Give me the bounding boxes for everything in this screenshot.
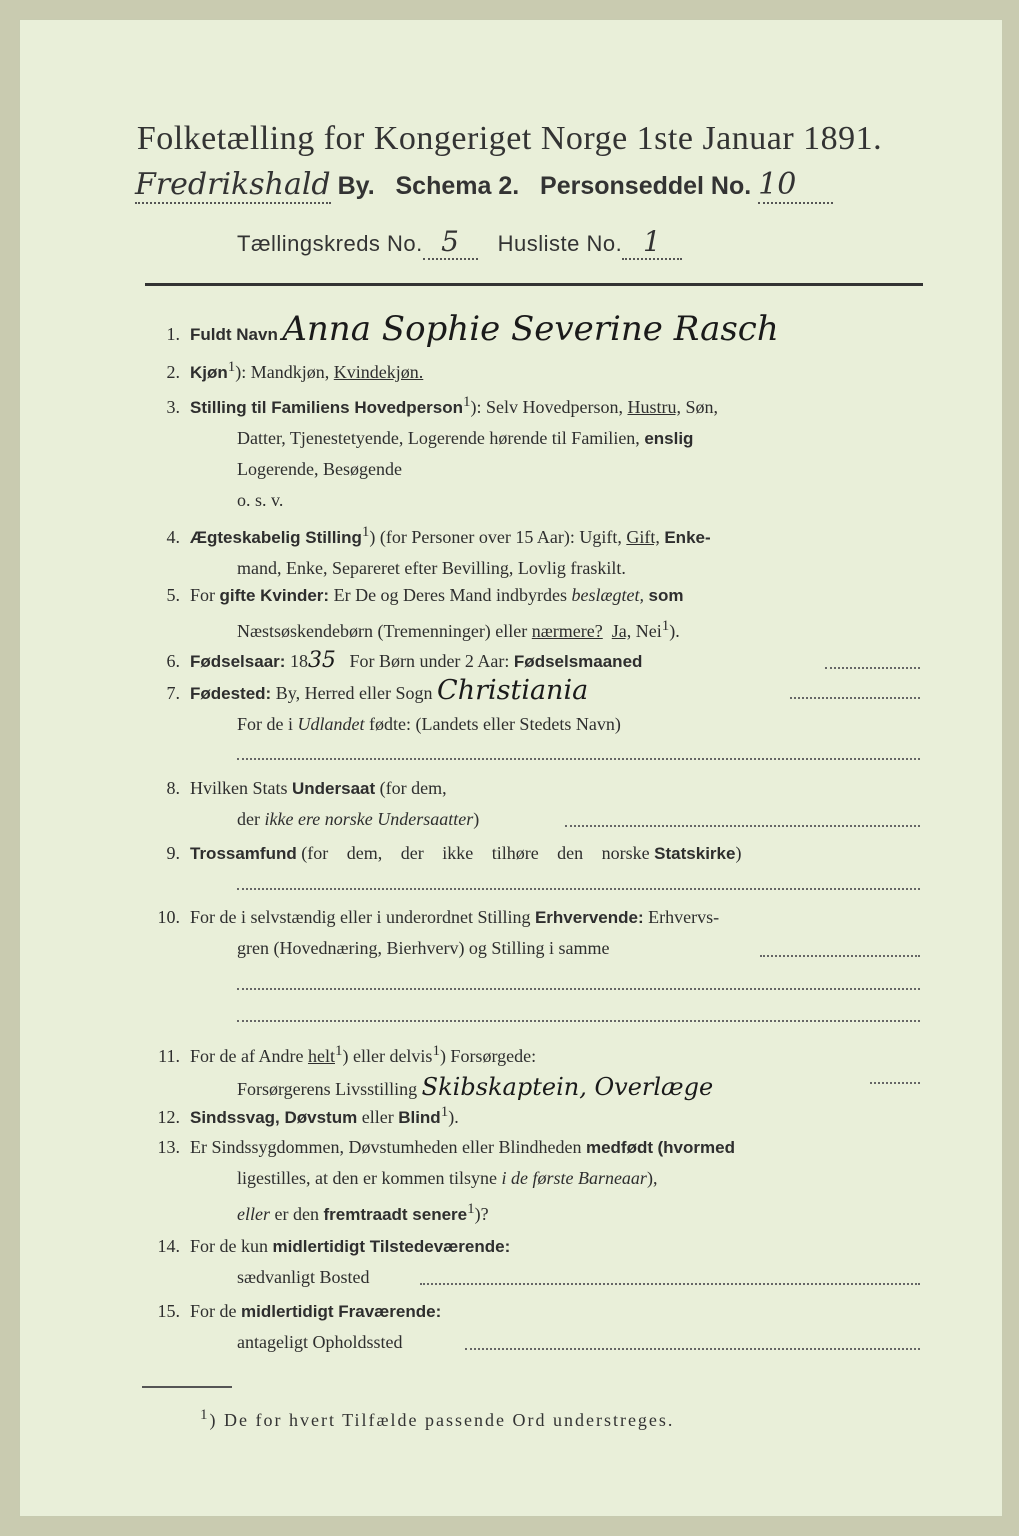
- item-9: 9. Trossamfund (for dem, der ikke tilhøre den norske Statskirke): [166, 843, 742, 863]
- form-header-line: [135, 167, 833, 204]
- item-1: 1. Fuldt Navn Anna Sophie Severine Rasch: [166, 309, 779, 349]
- item-4: 4. Ægteskabelig Stilling$^1$) (for Personer over 15 Aar): Ugift, Gift, Enke- mand, Enke, Separeret efter Bevilling, Lovlig fraskilt.: [166, 524, 711, 578]
- item-7: 7. Fødested: By, Herred eller Sogn Christiania For de i Udlandet fødte: (Landets eller Stedets Navn): [166, 675, 621, 734]
- husliste-label: Husliste No.: [497, 231, 623, 256]
- form-title: Folketælling for Kongeriget Norge 1ste Januar 1891.: [136, 120, 883, 157]
- husliste-number: 1: [622, 225, 682, 260]
- kreds-label: Tællingskreds No.: [237, 231, 423, 256]
- birthplace-fill: [790, 697, 920, 699]
- schema-label: Schema 2.: [395, 172, 520, 200]
- nationality-fill: [565, 825, 920, 827]
- item-10: 10. For de i selvstændig eller i underordnet Stilling Erhvervende: Erhvervs- gren (Hovednæring, Bierhverv) og Stilling i samme: [157, 907, 720, 958]
- provider-occupation-handwritten: Skibskaptein, Overlæge: [421, 1073, 714, 1101]
- relation-selected: Hustru,: [627, 397, 681, 417]
- footnote: $^1$) De for hvert Tilfælde passende Ord understreges.: [200, 1407, 675, 1430]
- religion-fill: [237, 888, 920, 890]
- personseddel-label: Personseddel No.: [540, 172, 752, 200]
- marital-selected: Gift,: [626, 527, 660, 547]
- header-rule: [145, 283, 923, 286]
- provider-fill: [870, 1082, 920, 1084]
- birth-month-fill: [825, 667, 920, 669]
- item-3: 3. Stilling til Familiens Hovedperson$^1$): Selv Hovedperson, Hustru, Søn, Datter, Tjenestetyende, Logerende hørende til Familien, enslig Logerende, Besøgende o. s. v.: [166, 394, 718, 510]
- kreds-line: [237, 225, 682, 260]
- item-2: 2. Kjøn$^1$): Mandkjøn, Kvindekjøn.: [166, 359, 424, 382]
- full-name-handwritten: Anna Sophie Severine Rasch: [282, 309, 779, 349]
- city-handwritten: Fredrikshald: [135, 167, 331, 202]
- birthplace-handwritten: Christiania: [437, 675, 589, 706]
- item-11: 11. For de af Andre helt$^1$) eller delvis$^1$) Forsørgede: Forsørgerens Livsstilling Skibskaptein, Overlæge: [158, 1043, 714, 1101]
- by-label: By.: [337, 172, 375, 200]
- presumed-residence-fill: [465, 1348, 920, 1350]
- foreign-birthplace-fill: [237, 758, 920, 760]
- item-14: 14. For de kun midlertidigt Tilstedeværende: sædvanligt Bosted: [157, 1236, 511, 1287]
- gender-selected: Kvindekjøn.: [333, 362, 424, 382]
- item-15: 15. For de midlertidigt Fraværende: antageligt Opholdssted: [157, 1301, 442, 1352]
- personseddel-number: 10: [758, 167, 833, 204]
- item-13: 13. Er Sindssygdommen, Døvstumheden eller Blindheden medfødt (hvormed ligestilles, at den er kommen tilsyne i de første Barneaar), eller er den fremtraadt senere$^1$)?: [157, 1137, 735, 1224]
- item-5: 5. For gifte Kvinder: Er De og Deres Mand indbyrdes beslægtet, som Næstsøskendebørn (Tremenninger) eller nærmere? Ja, Nei$^1$).: [166, 585, 684, 641]
- kreds-number: 5: [423, 225, 478, 260]
- usual-residence-fill: [420, 1283, 920, 1285]
- footnote-rule: [142, 1386, 232, 1388]
- item-6: 6. Fødselsaar: 1835 For Børn under 2 Aar: Fødselsmaaned: [166, 648, 643, 673]
- item-8: 8. Hvilken Stats Undersaat (for dem, der ikke ere norske Undersaatter): [166, 778, 480, 829]
- occupation-fill-2: [237, 988, 920, 990]
- item-12: 12. Sindssvag, Døvstum eller Blind$^1$).: [157, 1104, 459, 1127]
- occupation-fill-1: [760, 955, 920, 957]
- birth-year-handwritten: 35: [307, 648, 336, 673]
- occupation-fill-3: [237, 1020, 920, 1022]
